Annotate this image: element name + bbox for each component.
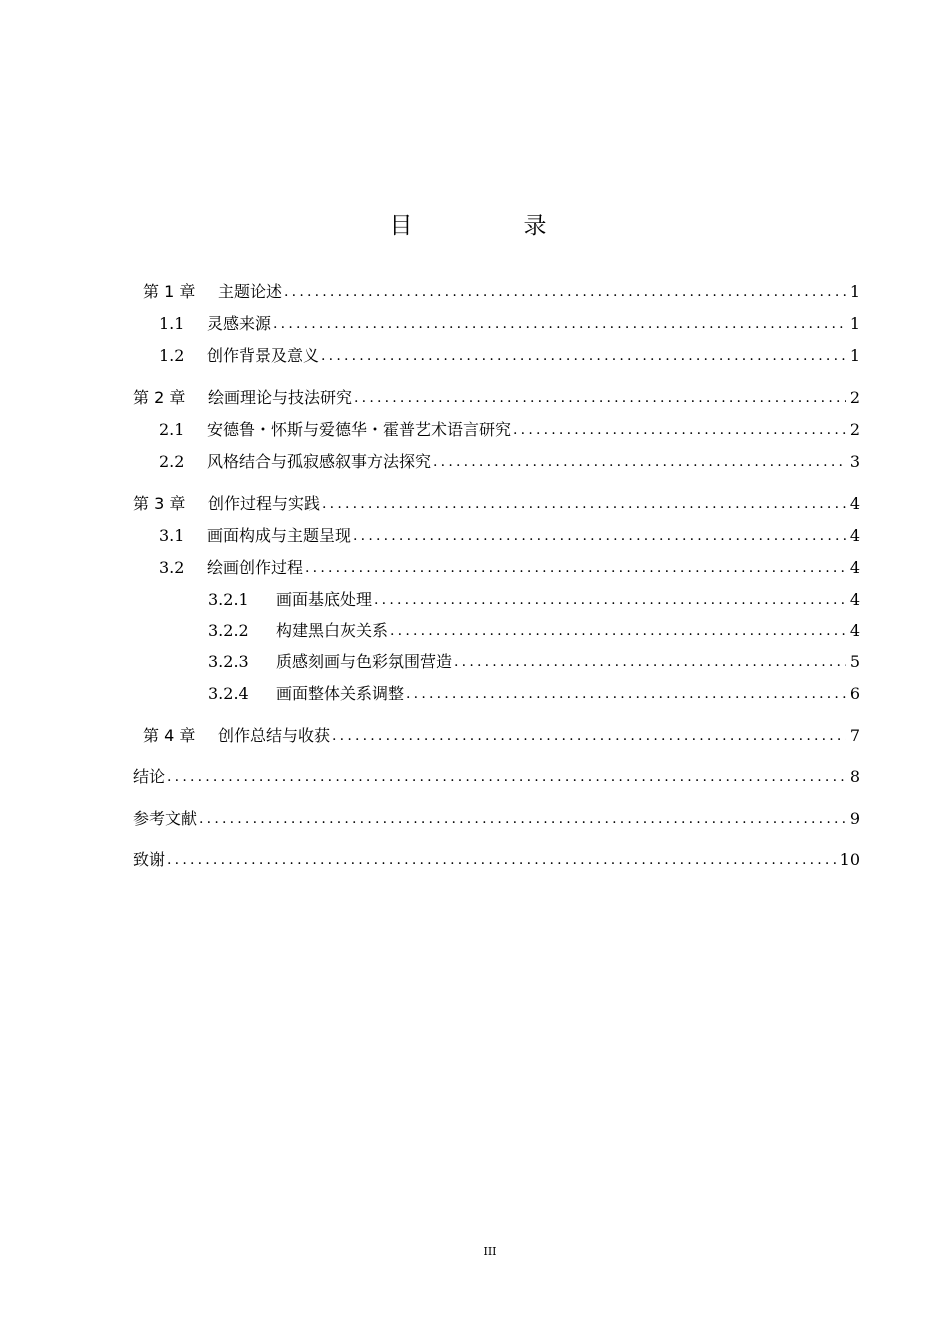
toc-page: 2 xyxy=(849,388,860,407)
page-title: 目 录 xyxy=(389,213,591,239)
toc-entry-references[interactable] xyxy=(133,807,860,831)
toc-entry-conclusion[interactable] xyxy=(133,765,860,789)
toc-entry-2-2[interactable] xyxy=(159,450,860,474)
toc-text: 创作总结与收获 xyxy=(218,726,331,745)
toc-text: 风格结合与孤寂感叙事方法探究 xyxy=(207,452,432,471)
toc-text: 灵感来源 xyxy=(207,314,272,333)
toc-page: 3 xyxy=(849,452,860,471)
toc-entry-1-1[interactable] xyxy=(159,312,860,336)
toc-leader xyxy=(273,312,846,336)
toc-page: 1 xyxy=(849,282,860,301)
toc-text: 创作背景及意义 xyxy=(207,346,320,365)
toc-number: 第 4 章 xyxy=(143,726,196,745)
toc-text: 构建黑白灰关系 xyxy=(276,621,389,640)
toc-text: 结论 xyxy=(133,767,166,786)
toc-text: 致谢 xyxy=(133,850,166,869)
toc-number: 2.1 xyxy=(159,420,185,439)
toc-leader xyxy=(332,724,846,748)
toc-page: 4 xyxy=(849,526,860,545)
toc-number: 第 2 章 xyxy=(133,388,186,407)
toc-text: 参考文献 xyxy=(133,809,198,828)
toc-number: 3.2.3 xyxy=(208,652,249,671)
toc-entry-3-2-3[interactable] xyxy=(208,650,860,674)
toc-leader xyxy=(321,344,846,368)
toc-page: 7 xyxy=(849,726,860,745)
toc-page: 4 xyxy=(849,590,860,609)
toc-page: 4 xyxy=(849,558,860,577)
toc-number: 3.2.2 xyxy=(208,621,249,640)
toc-page: 5 xyxy=(849,652,860,671)
toc-page: 4 xyxy=(849,494,860,513)
toc-page: 10 xyxy=(839,850,860,869)
toc-page: 9 xyxy=(849,809,860,828)
toc-entry-3-2-1[interactable] xyxy=(208,588,860,612)
toc-leader xyxy=(284,280,846,304)
toc-leader xyxy=(322,492,846,516)
toc-entry-chapter-4[interactable] xyxy=(143,724,860,748)
toc-leader xyxy=(354,386,846,410)
toc-text: 绘画理论与技法研究 xyxy=(208,388,353,407)
toc-leader xyxy=(199,807,846,831)
toc-entry-chapter-1[interactable] xyxy=(143,280,860,304)
toc-entry-3-2-2[interactable] xyxy=(208,619,860,643)
toc-leader xyxy=(454,650,846,674)
toc-leader xyxy=(390,619,846,643)
toc-number: 1.2 xyxy=(159,346,185,365)
toc-entry-chapter-2[interactable] xyxy=(133,386,860,410)
toc-page: 1 xyxy=(849,314,860,333)
toc-leader xyxy=(374,588,846,612)
toc-text: 创作过程与实践 xyxy=(208,494,321,513)
toc-text: 主题论述 xyxy=(218,282,283,301)
toc-text: 绘画创作过程 xyxy=(207,558,304,577)
toc-number: 第 3 章 xyxy=(133,494,186,513)
toc-page: 6 xyxy=(849,684,860,703)
toc-number: 1.1 xyxy=(159,314,185,333)
toc-entry-acknowledgements[interactable] xyxy=(133,848,860,872)
toc-page: 8 xyxy=(849,767,860,786)
toc-leader xyxy=(353,524,846,548)
toc-entry-1-2[interactable] xyxy=(159,344,860,368)
toc-entry-3-1[interactable] xyxy=(159,524,860,548)
toc-number: 3.2 xyxy=(159,558,185,577)
toc-leader xyxy=(305,556,846,580)
toc-number: 3.2.4 xyxy=(208,684,249,703)
toc-leader xyxy=(433,450,846,474)
toc-entry-2-1[interactable] xyxy=(159,418,860,442)
toc-page: 2 xyxy=(849,420,860,439)
toc-number: 3.1 xyxy=(159,526,185,545)
toc-entry-chapter-3[interactable] xyxy=(133,492,860,516)
toc-number: 第 1 章 xyxy=(143,282,196,301)
toc-leader xyxy=(406,682,846,706)
toc-text: 画面基底处理 xyxy=(276,590,373,609)
toc-page: 4 xyxy=(849,621,860,640)
toc-number: 2.2 xyxy=(159,452,185,471)
toc-text: 画面整体关系调整 xyxy=(276,684,405,703)
toc-leader xyxy=(513,418,846,442)
page-number-footer: III xyxy=(483,1245,497,1258)
toc-text: 画面构成与主题呈现 xyxy=(207,526,352,545)
toc-entry-3-2-4[interactable] xyxy=(208,682,860,706)
toc-text: 安德鲁・怀斯与爱德华・霍普艺术语言研究 xyxy=(207,420,512,439)
toc-leader xyxy=(167,765,846,789)
toc-text: 质感刻画与色彩氛围营造 xyxy=(276,652,453,671)
toc-leader xyxy=(167,848,836,872)
toc-number: 3.2.1 xyxy=(208,590,249,609)
toc-page: 1 xyxy=(849,346,860,365)
toc-entry-3-2[interactable] xyxy=(159,556,860,580)
